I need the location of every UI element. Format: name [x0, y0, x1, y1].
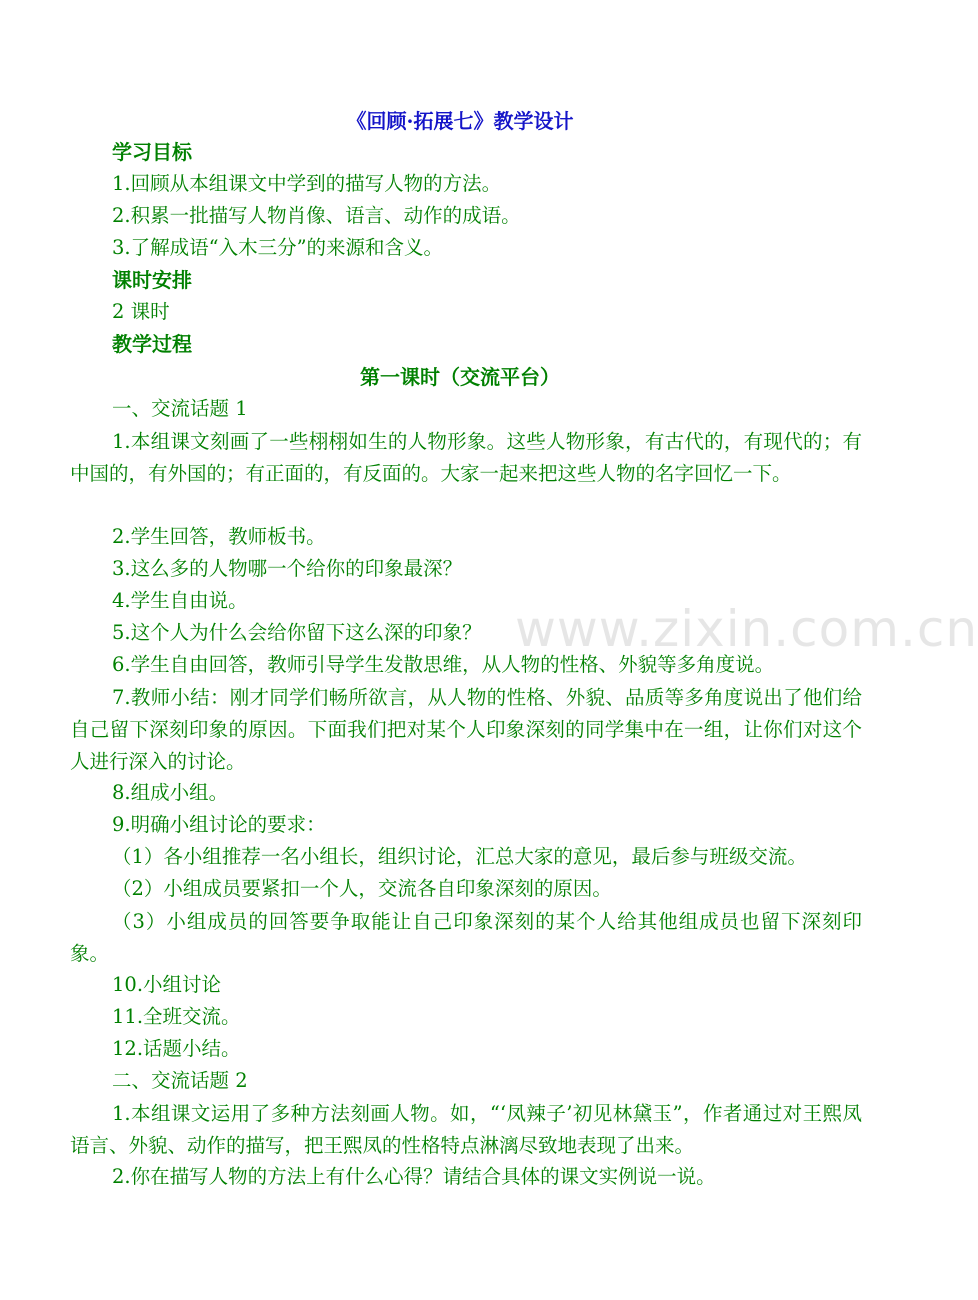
- watermark: www.zixin.com.cn: [515, 600, 978, 658]
- schedule-text: 2 课时: [112, 300, 170, 323]
- topic1-item: 9.明确小组讨论的要求：: [112, 813, 326, 836]
- lesson-title: 第一课时（交流平台）: [360, 365, 560, 389]
- topic1-item: 3.这么多的人物哪一个给你的印象最深？: [112, 557, 463, 580]
- objective-item: 3.了解成语“入木三分”的来源和含义。: [112, 236, 444, 259]
- topic1-item: 1.本组课文刻画了一些栩栩如生的人物形象。这些人物形象，有古代的，有现代的；有中国的，有外国的；有正面的，有反面的。大家一起来把这些人物的名字回忆一下。: [70, 430, 862, 485]
- topic1-item: 11.全班交流。: [112, 1005, 241, 1028]
- topic2-item: 2.你在描写人物的方法上有什么心得？请结合具体的课文实例说一说。: [112, 1165, 716, 1188]
- topic1-heading: 一、交流话题 1: [112, 397, 248, 420]
- topic1-item: 12.话题小结。: [112, 1037, 241, 1060]
- objective-item: 2.积累一批描写人物肖像、语言、动作的成语。: [112, 204, 521, 227]
- topic1-item: 8.组成小组。: [112, 781, 229, 804]
- topic1-item: 5.这个人为什么会给你留下这么深的印象？: [112, 621, 482, 644]
- objectives-heading: 学习目标: [112, 140, 192, 164]
- document-title: 《回顾·拓展七》教学设计: [346, 109, 574, 133]
- topic1-item: （2）小组成员要紧扣一个人，交流各自印象深刻的原因。: [112, 877, 612, 900]
- topic1-item: 2.学生回答，教师板书。: [112, 525, 326, 548]
- topic1-item: （3）小组成员的回答要争取能让自己印象深刻的某个人给其他组成员也留下深刻印象。: [70, 910, 862, 965]
- topic2-item: 1.本组课文运用了多种方法刻画人物。如，“‘凤辣子’初见林黛玉”，作者通过对王熙凤语言、外貌、动作的描写，把王熙凤的性格特点淋漓尽致地表现了出来。: [70, 1102, 862, 1157]
- topic1-item: 6.学生自由回答，教师引导学生发散思维，从人物的性格、外貌等多角度说。: [112, 653, 775, 676]
- topic1-item: 10.小组讨论: [112, 973, 222, 996]
- process-heading: 教学过程: [112, 332, 192, 356]
- topic2-heading: 二、交流话题 2: [112, 1069, 248, 1092]
- schedule-heading: 课时安排: [112, 268, 192, 292]
- topic1-item: （1）各小组推荐一名小组长，组织讨论，汇总大家的意见，最后参与班级交流。: [112, 845, 807, 868]
- objective-item: 1.回顾从本组课文中学到的描写人物的方法。: [112, 172, 502, 195]
- topic1-item: 7.教师小结：刚才同学们畅所欲言，从人物的性格、外貌、品质等多角度说出了他们给自己留下深刻印象的原因。下面我们把对某个人印象深刻的同学集中在一组，让你们对这个人进行深入的讨论。: [70, 686, 862, 773]
- topic1-item: 4.学生自由说。: [112, 589, 248, 612]
